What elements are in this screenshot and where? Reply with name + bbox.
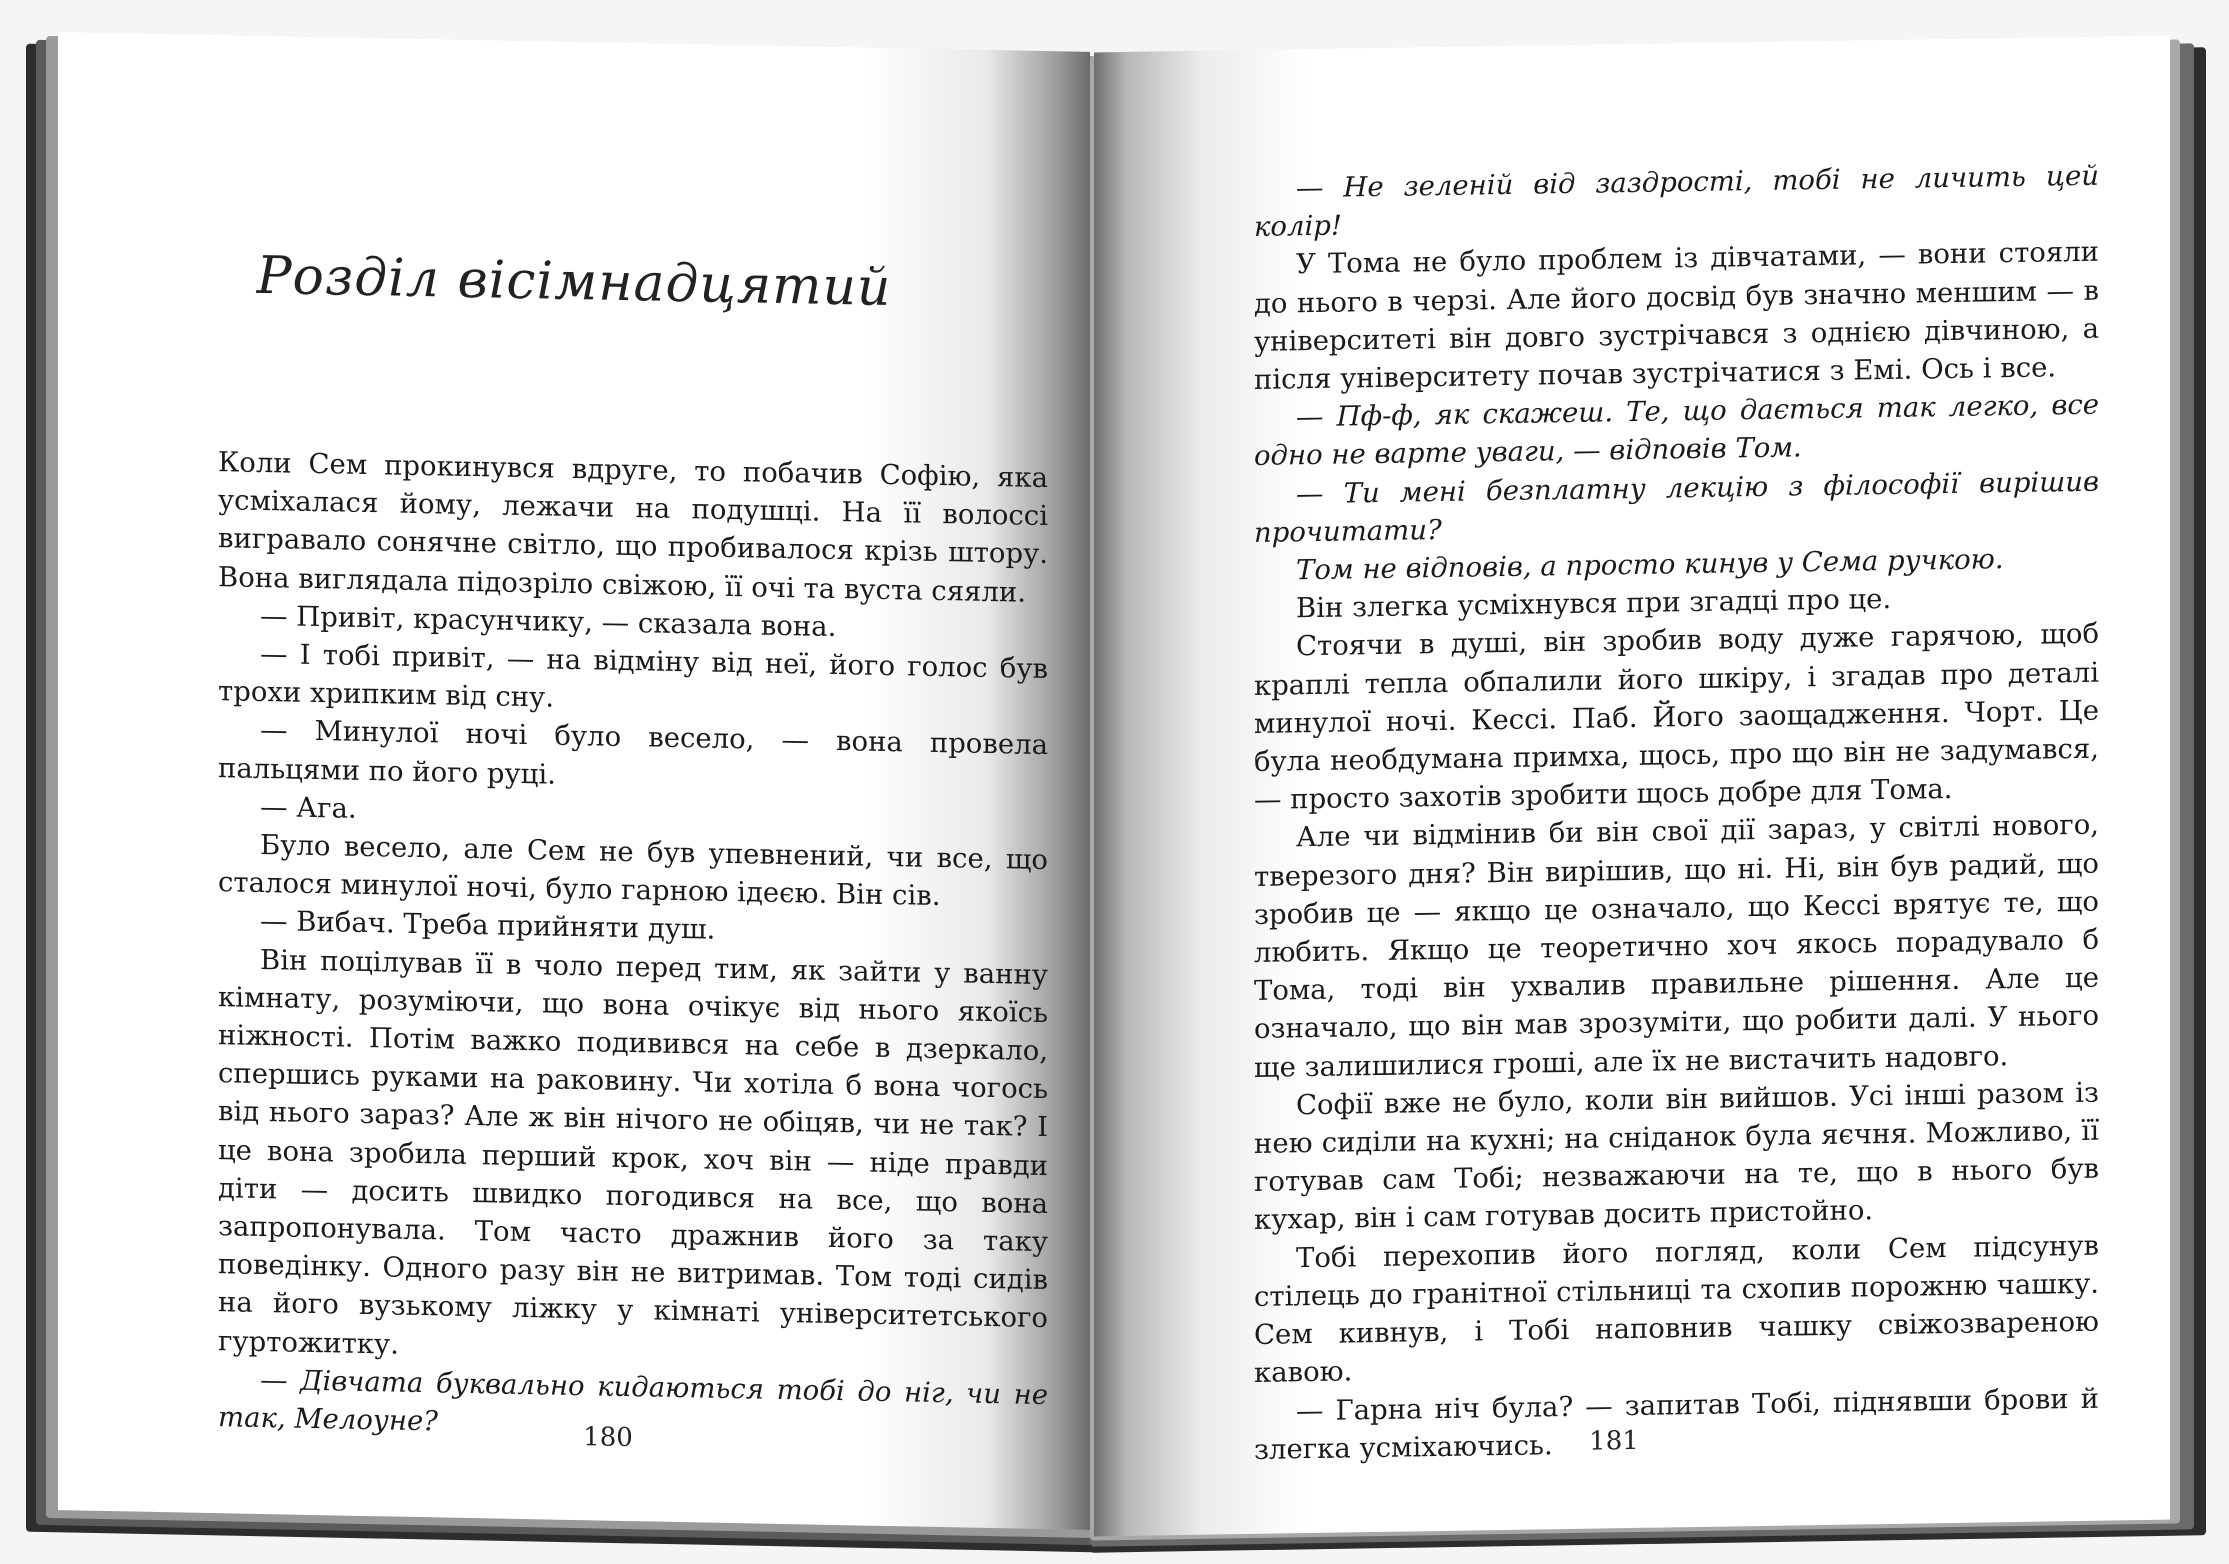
paragraph: Він поцілував її в чоло перед тим, як зайти у ванну кімнату, розуміючи, що вона очікує від нього якоїсь ніжності. Потім важко подивився на себе в дзеркало, спершись руками на раковину. Чи хотіла б вона чогось від нього зараз? Але ж він нічого не обіцяв, чи не так? І це вона зробила перший крок, хоч він — ніде правди діти — досить швидко погодився на все, що вона запропонувала. Том часто дражнив його за таку поведінку. Одного разу він не витримав. Том тоді сидів на його вузькому ліжку у кімнаті університетського гуртожитку.	[218, 943, 1048, 1361]
right-page-text	[1254, 157, 2099, 1469]
paragraph: Але чи відмінив би він свої дії зараз, у світлі нового, тверезого дня? Він вирішив, що ні. Ні, він був радий, що зробив це — якщо це означало, що Кессі врятує те, що любить. Якщо це теоретично хоч якось порадувало б Тома, тоді він ухвалив правильне рішення. Але це означало, що він мав зрозуміти, що робити далі. У нього ще залишилися гроші, але їх не вистачить надовго.	[1254, 809, 2099, 1084]
right-page	[1094, 36, 2170, 1537]
left-page-text	[218, 443, 1048, 1452]
paragraph: — Ти мені безплатну лекцію з філософії вирішив прочитати?	[1254, 465, 2099, 549]
page-number: 180	[583, 1422, 633, 1454]
paragraph: — Вибач. Треба прийняти душ.	[260, 905, 716, 947]
paragraph: — Пф-ф, як скажеш. Те, що дається так легко, все одно не варте уваги, — відповів Том.	[1254, 388, 2099, 473]
left-page	[58, 32, 1090, 1530]
page-number: 181	[1589, 1425, 1639, 1457]
paragraph: — Гарна ніч була? — запитав Тобі, піднявши брови й злегка усміхаючись.	[1254, 1382, 2099, 1466]
paragraph: — Ага.	[260, 790, 357, 825]
paragraph: Тобі перехопив його погляд, коли Сем підсунув стілець до гранітної стільниці та схопив порожню чашку. Сем кивнув, і Тобі наповнив чашку свіжозвареною кавою.	[1254, 1229, 2099, 1390]
paragraph: Стоячи в душі, він зробив воду дуже гарячою, щоб краплі тепла обпалили його шкіру, і згадав про деталі минулої ночі. Кессі. Паб. Його заощадження. Чорт. Це була необдумана примха, щось, про що він не задумався, — просто захотів зробити щось добре для Тома.	[1254, 618, 2099, 817]
paragraph: Він злегка усміхнувся при згадці про це.	[1296, 583, 1892, 625]
paragraph: — Привіт, красунчику, — сказала вона.	[260, 599, 837, 643]
paragraph: Було весело, але Сем не був упевнений, чи все, що сталося минулої ночі, було гарною ідеєю. Він сів.	[218, 829, 1048, 913]
paragraph: — Дівчата буквально кидаються тобі до ніг, чи не так, Мелоуне?	[218, 1363, 1048, 1438]
paragraph: Коли Сем прокинувся вдруге, то побачив Софію, яка усміхалася йому, лежачи на подушці. На її волоссі вигравало сонячне світло, що пробивалося крізь штору. Вона виглядала підозріло свіжою, її очі та вуста сяяли.	[218, 446, 1048, 609]
paragraph: Софії вже не було, коли він вийшов. Усі інші разом із нею сиділи на кухні; на сніданок була яєчня. Можливо, її готував сам Тобі; незважаючи на те, що в нього був кухар, він і сам готував досить пристойно.	[1254, 1076, 2099, 1237]
paragraph: Том не відповів, а просто кинув у Сема ручкою.	[1296, 543, 2004, 587]
paragraph: У Тома не було проблем із дівчатами, — вони стояли до нього в черзі. Але його досвід був значно меншим — в університеті він довго зустрічався з однією дівчиною, а після університету почав зустрічатися з Емі. Ось і все.	[1254, 236, 2099, 396]
paragraph: — Минулої ночі було весело, — вона провела пальцями по його руці.	[218, 714, 1048, 791]
chapter-title: Розділ вісімнадцятий	[256, 245, 892, 319]
paragraph: — І тобі привіт, — на відміну від неї, його голос був трохи хрипким від сну.	[218, 637, 1048, 714]
paragraph: — Не зеленій від заздрості, тобі не личить цей колір!	[1254, 159, 2099, 244]
